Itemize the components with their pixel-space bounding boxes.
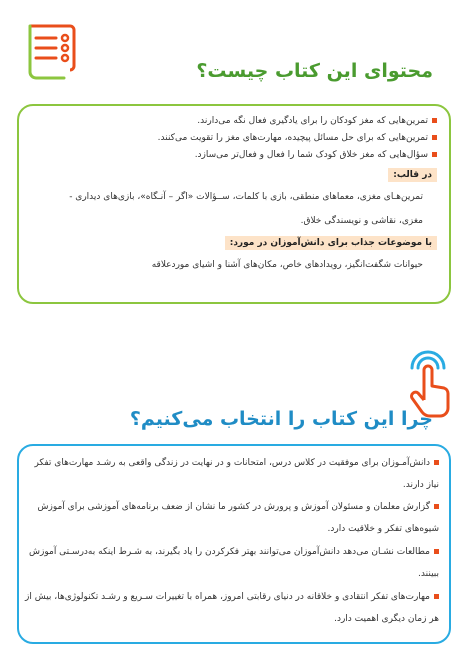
bullet-square <box>434 549 439 554</box>
format-label: در قالب: <box>388 168 437 182</box>
bullet-square <box>432 135 437 140</box>
bullet-square <box>432 152 437 157</box>
list-item: تمرین‌هایی که مغز کودکان را برای یادگیری فعال نگه می‌دارند. <box>197 114 437 128</box>
list-item: مطالعات نشـان می‌دهد دانش‌آموزان می‌توانند بهتر فکرکردن را یاد بگیرند، به شـرط اینکه به‌درسـتی آموزش ببینند. <box>29 547 439 579</box>
format-text-line1: تمرین‌هـای مغزی، معماهای منطقی، بازی با کلمات، ســؤالات «اگر – آنـگاه»، بازی‌های دیداری - <box>69 192 423 202</box>
bullet-square <box>432 118 437 123</box>
bullet-square <box>434 504 439 509</box>
section1-title: محتوای این کتاب چیست؟ <box>196 60 433 82</box>
list-item: دانش‌آمـوزان برای موفقیت در کلاس درس، امتحانات و در نهایت در زندگی واقعی به رشـد مهارت‌های تفکر نیاز دارند. <box>34 458 439 490</box>
bullet-square <box>434 594 439 599</box>
list-item: تمرین‌هایی که برای حل مسائل پیچیده، مهارت‌های مغز را تقویت می‌کنند. <box>158 131 437 145</box>
checklist-icon <box>24 20 76 82</box>
list-item: مهارت‌های تفکر انتقادی و خلاقانه در دنیای رقابتی امروز، همراه با تغییرات سـریع و رشـد تکنولوژی‌ها، بیش از هر زمان دیگری اهمیت دارد. <box>25 592 439 624</box>
section2-title: چرا این کتاب را انتخاب می‌کنیم؟ <box>129 408 433 430</box>
topics-label: با موضوعات جذاب برای دانش‌آموزان در مورد: <box>225 236 437 250</box>
format-text-line2: مغزی، نقاشی و نویسندگی خلاق. <box>300 216 423 226</box>
bullet-square <box>434 460 439 465</box>
list-item: گزارش معلمان و مسئولان آموزش و پرورش در کشور ما نشان از ضعف برنامه‌های آموزشی برای آموزش شیوه‌های تفکر و خلاقیت دارد. <box>37 502 439 534</box>
list-item: سؤال‌هایی که مغز خلاق کودک شما را فعال و فعال‌تر می‌سازد. <box>195 148 437 162</box>
topics-text: حیوانات شگفت‌انگیز، رویدادهای خاص، مکان‌های آشنا و اشیای موردعلاقه <box>151 260 423 270</box>
